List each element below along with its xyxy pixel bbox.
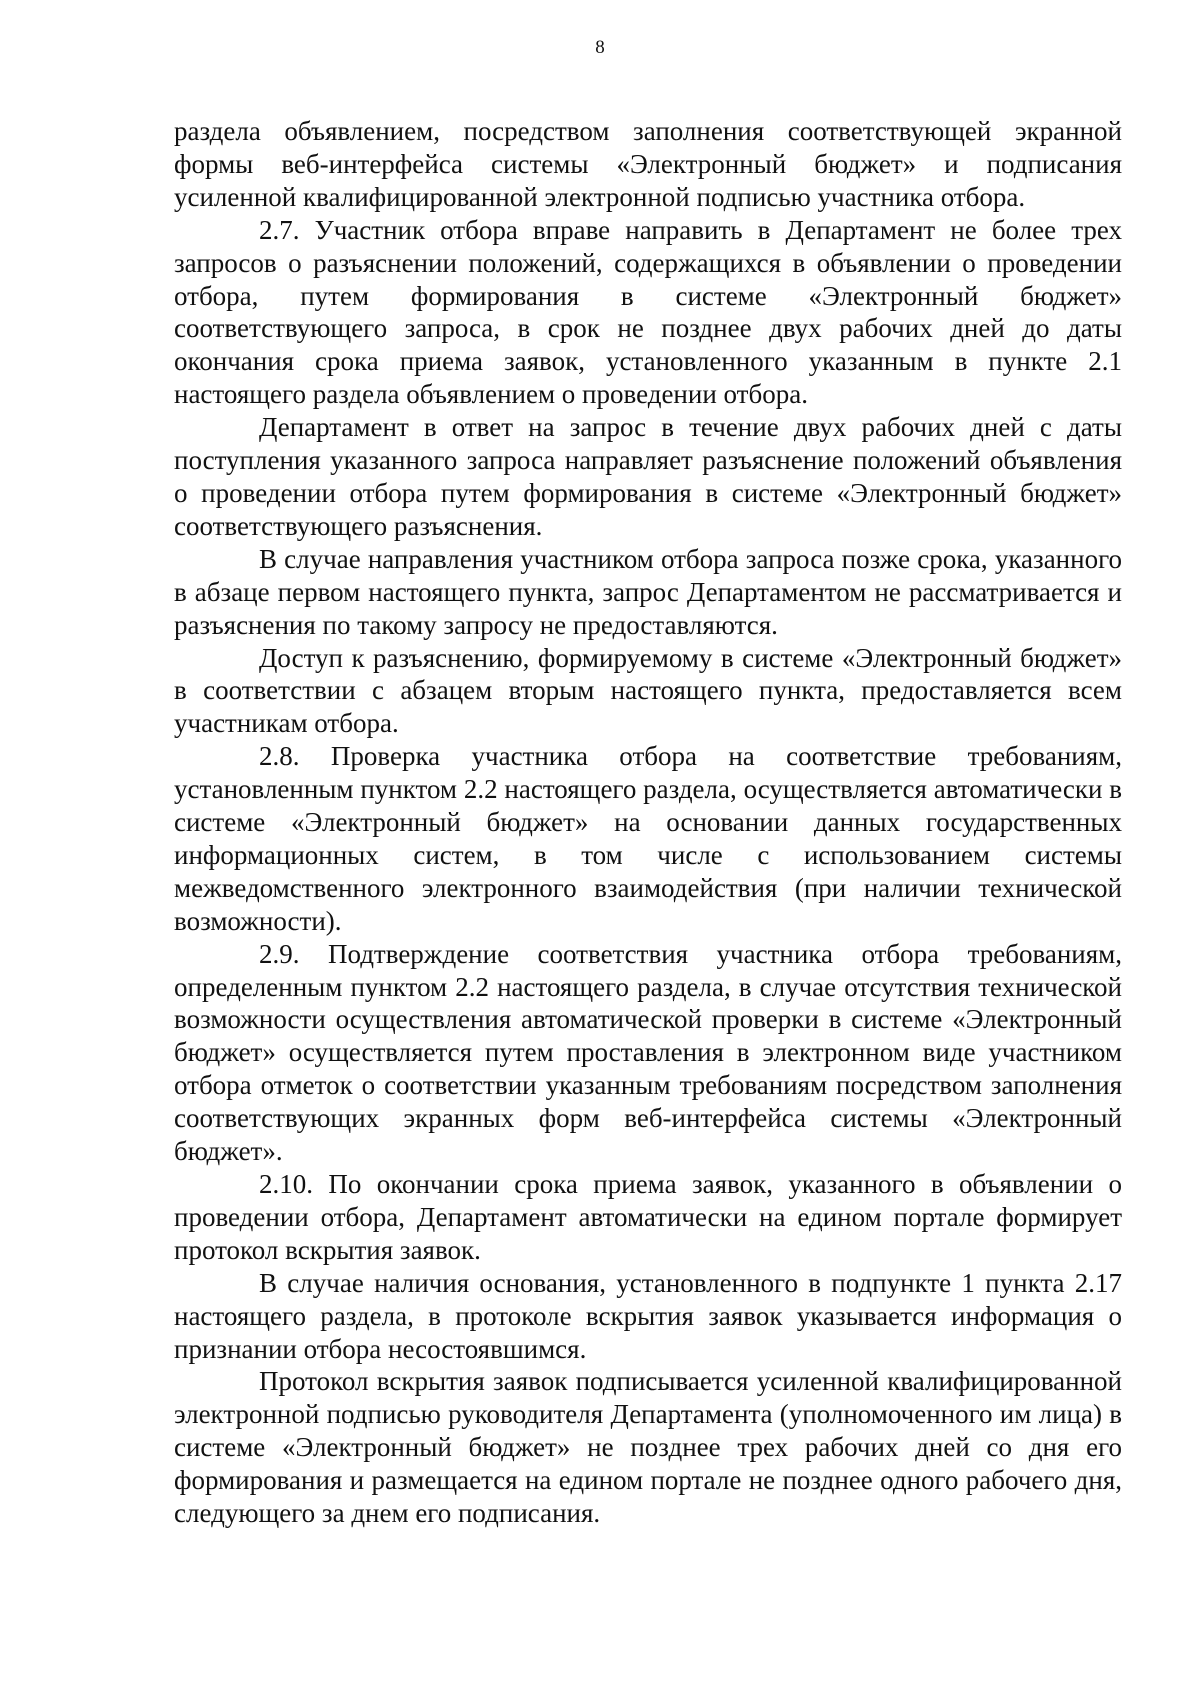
paragraph-2-10: 2.10. По окончании срока приема заявок, указанного в объявлении о проведении отбора, Департамент автоматически на едином портале формирует протокол вскрытия заявок.: [174, 1169, 1122, 1265]
paragraph-2-10-protocol-signing: Протокол вскрытия заявок подписывается усиленной квалифицированной электронной подписью руководителя Департамента (уполномоченного им лица) в системе «Электронный бюджет» не позднее трех рабочих дней со дня его формирования и размещается на едином портале не позднее одного рабочего дня, следующего за днем его подписания.: [174, 1366, 1122, 1529]
document-body: [174, 115, 1122, 1530]
paragraph-2-8: 2.8. Проверка участника отбора на соответствие требованиям, установленным пунктом 2.2 настоящего раздела, осуществляется автоматически в системе «Электронный бюджет» на основании данных государственных информационных систем, в том числе с использованием системы межведомственного электронного взаимодействия (при наличии технической возможности).: [174, 741, 1122, 936]
paragraph-2-7: 2.7. Участник отбора вправе направить в Департамент не более трех запросов о разъяснении положений, содержащихся в объявлении о проведении отбора, путем формирования в системе «Электронный бюджет» соответствующего запроса, в срок не позднее двух рабочих дней до даты окончания срока приема заявок, установленного указанным в пункте 2.1 настоящего раздела объявлением о проведении отбора.: [174, 214, 1122, 410]
paragraph-2-7-access: Доступ к разъяснению, формируемому в системе «Электронный бюджет» в соответствии с абзацем вторым настоящего пункта, предоставляется всем участникам отбора.: [174, 642, 1122, 739]
paragraph-continuation: раздела объявлением, посредством заполнения соответствующей экранной формы веб-интерфейса системы «Электронный бюджет» и подписания усиленной квалифицированной электронной подписью участника отбора.: [174, 116, 1122, 212]
page-number: 8: [595, 37, 605, 58]
paragraph-2-7-reply: Департамент в ответ на запрос в течение двух рабочих дней с даты поступления указанного запроса направляет разъяснение положений объявления о проведении отбора путем формирования в системе «Электронный бюджет» соответствующего разъяснения.: [174, 412, 1122, 541]
paragraph-2-7-late-request: В случае направления участником отбора запроса позже срока, указанного в абзаце первом настоящего пункта, запрос Департаментом не рассматривается и разъяснения по такому запросу не предоставляются.: [174, 543, 1122, 640]
paragraph-2-9: 2.9. Подтверждение соответствия участника отбора требованиям, определенным пунктом 2.2 настоящего раздела, в случае отсутствия технической возможности осуществления автоматической проверки в системе «Электронный бюджет» осуществляется путем проставления в электронном виде участником отбора отметок о соответствии указанным требованиям посредством заполнения соответствующих экранных форм веб-интерфейса системы «Электронный бюджет».: [174, 938, 1122, 1167]
paragraph-2-10-failed-selection: В случае наличия основания, установленного в подпункте 1 пункта 2.17 настоящего раздела, в протоколе вскрытия заявок указывается информация о признании отбора несостоявшимся.: [174, 1267, 1122, 1364]
